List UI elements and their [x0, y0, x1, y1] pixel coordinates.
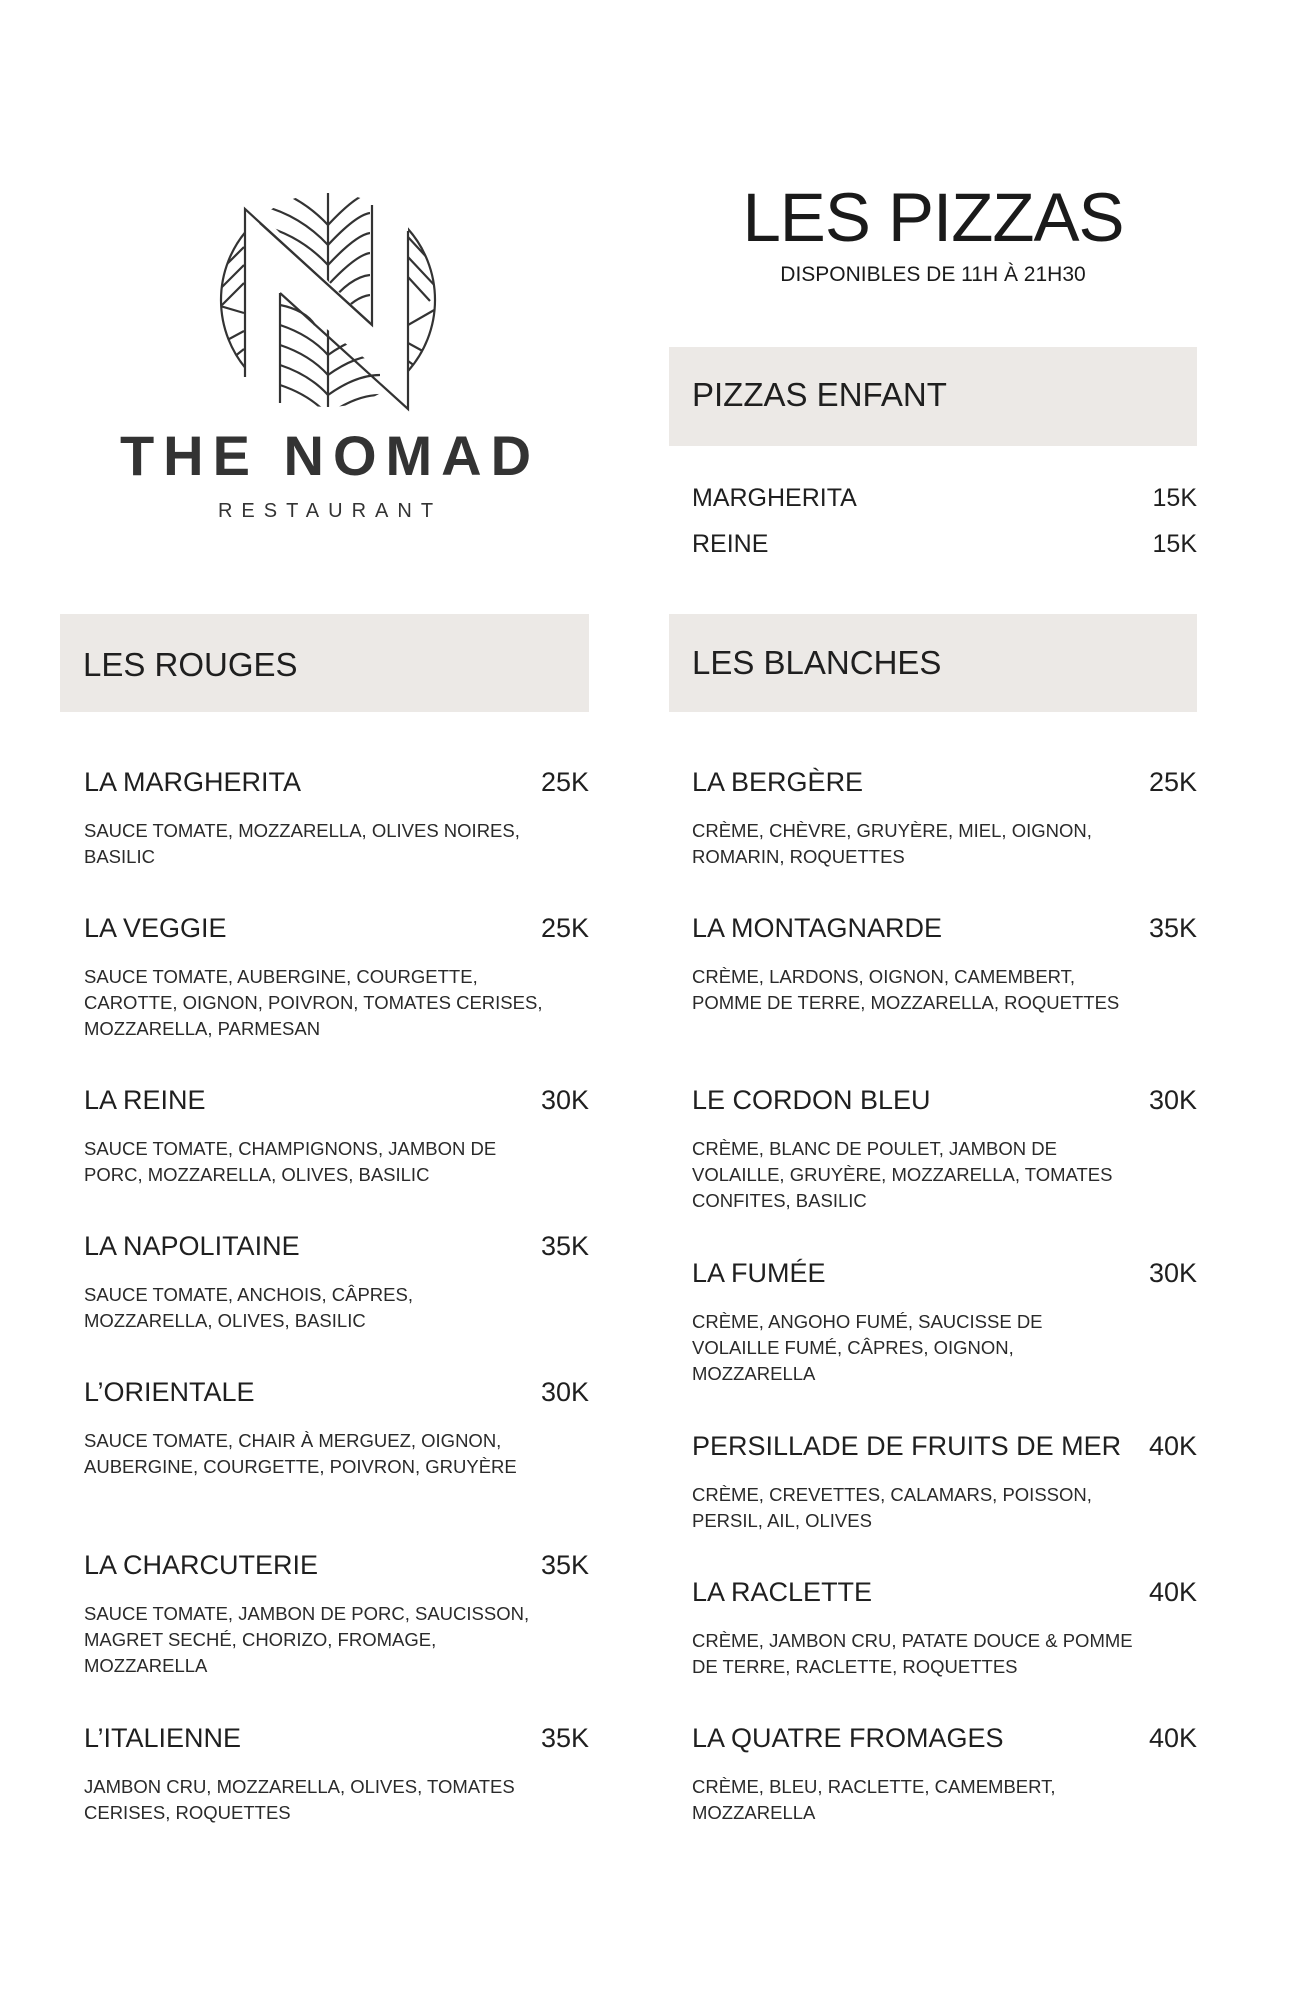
description-line: CRÈME, JAMBON CRU, PATATE DOUCE & POMME [692, 1630, 1133, 1651]
item-description [692, 1482, 1152, 1534]
description-line: PORC, MOZZARELLA, OLIVES, BASILIC [84, 1164, 430, 1185]
description-line: CONFITES, BASILIC [692, 1190, 867, 1211]
item-price: 35K [1148, 913, 1197, 943]
item-description [84, 1282, 564, 1334]
item-description [84, 818, 564, 870]
restaurant-logo [100, 185, 560, 530]
item-description [692, 818, 1152, 870]
description-line: AUBERGINE, COURGETTE, POIVRON, GRUYÈRE [84, 1456, 517, 1477]
description-line: VOLAILLE, GRUYÈRE, MOZZARELLA, TOMATES [692, 1164, 1113, 1185]
menu-item [692, 1722, 1197, 1754]
menu-item [84, 1376, 589, 1408]
description-line: VOLAILLE FUMÉ, CÂPRES, OIGNON, [692, 1337, 1014, 1358]
item-name: LA MONTAGNARDE [692, 913, 943, 943]
section-header-rouges [60, 614, 589, 712]
menu-item [692, 1257, 1197, 1289]
item-name: REINE [692, 530, 769, 558]
item-description [84, 964, 564, 1042]
item-price: 30K [1148, 1258, 1197, 1288]
description-line: CRÈME, BLEU, RACLETTE, CAMEMBERT, [692, 1776, 1056, 1797]
brand-name: THE NOMAD [119, 424, 541, 487]
item-description [84, 1601, 564, 1679]
description-line: CRÈME, ANGOHO FUMÉ, SAUCISSE DE [692, 1311, 1043, 1332]
description-line: MAGRET SECHÉ, CHORIZO, FROMAGE, MOZZARELLA [84, 1629, 437, 1676]
item-name: MARGHERITA [692, 484, 857, 512]
menu-item [84, 766, 589, 798]
description-line: DE TERRE, RACLETTE, ROQUETTES [692, 1656, 1018, 1677]
item-price: 15K [1152, 484, 1197, 512]
menu-item [692, 766, 1197, 798]
item-price: 40K [1148, 1431, 1197, 1461]
item-price: 25K [540, 767, 589, 797]
item-description [692, 1136, 1152, 1214]
description-line: SAUCE TOMATE, AUBERGINE, COURGETTE, [84, 966, 478, 987]
description-line: SAUCE TOMATE, JAMBON DE PORC, SAUCISSON, [84, 1603, 530, 1624]
availability-hours: DISPONIBLES DE 11H À 21H30 [780, 263, 1086, 286]
item-price: 25K [1148, 767, 1197, 797]
item-name: LA FUMÉE [692, 1258, 826, 1288]
item-price: 15K [1152, 530, 1197, 558]
section-header-kids [669, 347, 1197, 446]
item-price: 35K [540, 1723, 589, 1753]
menu-item [692, 482, 1197, 514]
description-line: CRÈME, LARDONS, OIGNON, CAMEMBERT, [692, 966, 1076, 987]
item-name: L’ORIENTALE [84, 1377, 255, 1407]
item-name: LA BERGÈRE [692, 767, 864, 797]
description-line: ROMARIN, ROQUETTES [692, 846, 905, 867]
description-line: CRÈME, BLANC DE POULET, JAMBON DE [692, 1138, 1057, 1159]
section-header-blanches [669, 614, 1197, 712]
description-line: CAROTTE, OIGNON, POIVRON, TOMATES CERISES, [84, 992, 543, 1013]
item-description [84, 1136, 564, 1188]
item-name: LA CHARCUTERIE [84, 1550, 319, 1580]
description-line: POMME DE TERRE, MOZZARELLA, ROQUETTES [692, 992, 1120, 1013]
item-price: 35K [540, 1231, 589, 1261]
item-price: 40K [1148, 1577, 1197, 1607]
item-name: LE CORDON BLEU [692, 1085, 931, 1115]
menu-item [692, 528, 1197, 560]
item-description [692, 1628, 1152, 1680]
item-price: 30K [1148, 1085, 1197, 1115]
section-title: LES ROUGES [83, 646, 298, 683]
description-line: PERSIL, AIL, OLIVES [692, 1510, 872, 1531]
description-line: JAMBON CRU, MOZZARELLA, OLIVES, TOMATES [84, 1776, 515, 1797]
menu-item [692, 1576, 1197, 1608]
item-name: PERSILLADE DE FRUITS DE MER [692, 1431, 1122, 1461]
section-title: LES BLANCHES [692, 644, 942, 681]
nomad-n-emblem-icon [100, 185, 560, 415]
description-line: BASILIC [84, 846, 155, 867]
menu-item [84, 1084, 589, 1116]
item-description [692, 1309, 1152, 1387]
description-line: MOZZARELLA, OLIVES, BASILIC [84, 1310, 366, 1331]
section-title: PIZZAS ENFANT [692, 376, 947, 413]
menu-item [692, 912, 1197, 944]
item-name: LA NAPOLITAINE [84, 1231, 300, 1261]
brand-subtitle: RESTAURANT [217, 500, 443, 522]
item-name: LA QUATRE FROMAGES [692, 1723, 1004, 1753]
item-description [84, 1428, 564, 1480]
menu-item [84, 1230, 589, 1262]
description-line: MOZZARELLA [692, 1363, 816, 1384]
description-line: MOZZARELLA, PARMESAN [84, 1018, 321, 1039]
menu-item [84, 1549, 589, 1581]
item-price: 40K [1148, 1723, 1197, 1753]
menu-item [84, 1722, 589, 1754]
item-description [84, 1774, 564, 1826]
description-line: CERISES, ROQUETTES [84, 1802, 291, 1823]
item-name: LA MARGHERITA [84, 767, 302, 797]
item-name: L’ITALIENNE [84, 1723, 242, 1753]
description-line: CRÈME, CHÈVRE, GRUYÈRE, MIEL, OIGNON, [692, 820, 1092, 841]
item-price: 35K [540, 1550, 589, 1580]
description-line: SAUCE TOMATE, MOZZARELLA, OLIVES NOIRES, [84, 820, 520, 841]
description-line: SAUCE TOMATE, ANCHOIS, CÂPRES, [84, 1284, 413, 1305]
menu-item [84, 912, 589, 944]
menu-item [692, 1430, 1197, 1462]
menu-item [692, 1084, 1197, 1116]
description-line: CRÈME, CREVETTES, CALAMARS, POISSON, [692, 1484, 1092, 1505]
item-name: LA RACLETTE [692, 1577, 873, 1607]
item-price: 25K [540, 913, 589, 943]
item-description [692, 1774, 1152, 1826]
item-price: 30K [540, 1377, 589, 1407]
item-name: LA VEGGIE [84, 913, 227, 943]
description-line: SAUCE TOMATE, CHAMPIGNONS, JAMBON DE [84, 1138, 497, 1159]
page-title: LES PIZZAS [742, 179, 1124, 256]
description-line: SAUCE TOMATE, CHAIR À MERGUEZ, OIGNON, [84, 1430, 502, 1451]
item-price: 30K [540, 1085, 589, 1115]
description-line: MOZZARELLA [692, 1802, 816, 1823]
item-name: LA REINE [84, 1085, 206, 1115]
item-description [692, 964, 1152, 1016]
